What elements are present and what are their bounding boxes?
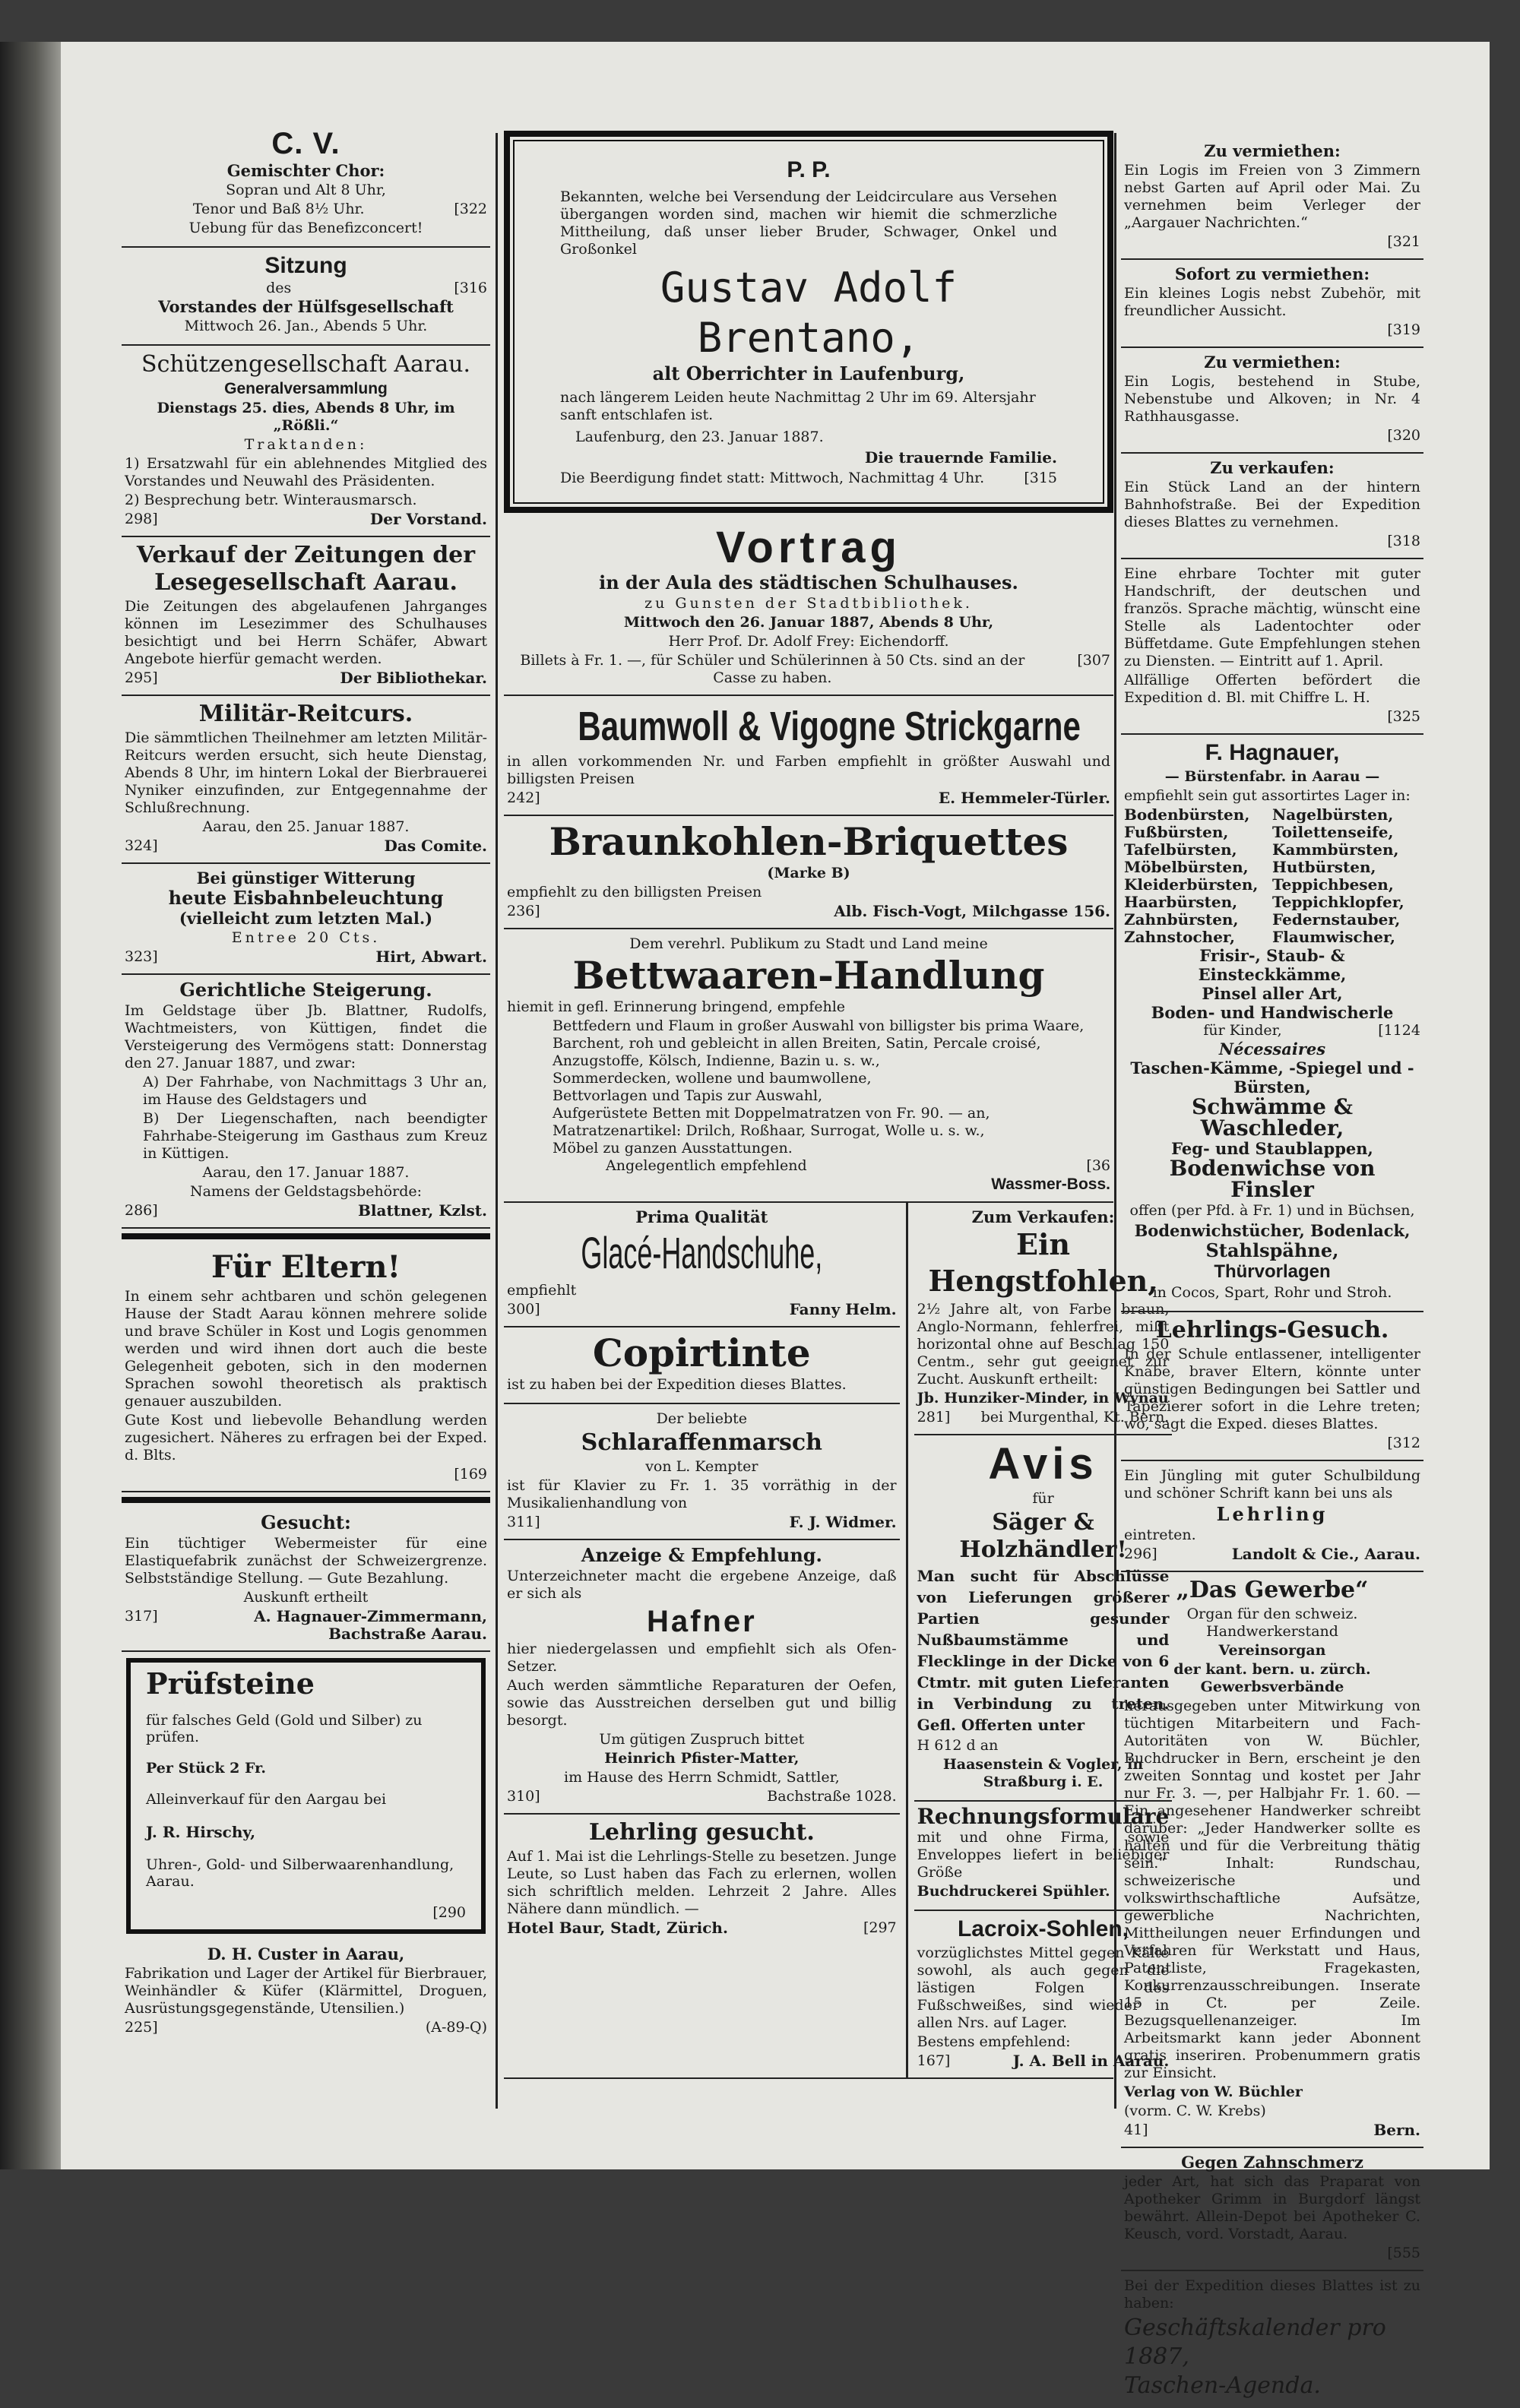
verm1-title: Zu vermiethen: xyxy=(1204,141,1341,160)
rechnung-title: Rechnungsformulare xyxy=(917,1804,1170,1829)
bett-title: Bettwaaren-Handlung xyxy=(572,953,1045,998)
verm3-num: [320 xyxy=(1387,427,1420,444)
hagnauer-l9: Bodenwichse von Finsler xyxy=(1169,1156,1376,1202)
avis-sig: Haasenstein & Vogler, in Straßburg i. E. xyxy=(942,1756,1144,1790)
bett-intro: hiemit in gefl. Erinnerung bringend, empfehle xyxy=(507,998,846,1015)
verkauf-text: Die Zeitungen des abgelaufenen Jahrganges können im Lesezimmer des Schulhauses besichtigt und bei Herrn Schäfer, Abwart Angebote hierfür gemacht werden. xyxy=(125,598,487,667)
hengst-title: Ein Hengstfohlen, xyxy=(928,1227,1158,1298)
vortrag-l4: Billets à Fr. 1. —, für Schüler und Schülerinnen à 50 Cts. sind an der Casse zu haben. xyxy=(520,652,1025,686)
schuetzen-title: Schützengesellschaft Aarau. xyxy=(141,351,470,378)
avis-sub: Säger & Holzhändler! xyxy=(959,1509,1127,1563)
hengst-name: Jb. Hunziker-Minder, in Wynau xyxy=(917,1390,1169,1407)
ad-gesucht xyxy=(122,1508,490,1652)
gesucht-text2: Auskunft ertheilt xyxy=(243,1589,369,1606)
steigerung-text: Im Geldstage über Jb. Blattner, Rudolfs, Wachtmeisters, von Küttigen, findet die Versteigerung des Vermögens statt: Donnerstag den 27. Januar 1887, und zwar: xyxy=(125,1002,487,1071)
hagnauer-l12: Stahlspähne, xyxy=(1205,1239,1339,1261)
zahn-title: Gegen Zahnschmerz xyxy=(1181,2153,1363,2172)
custer-title: D. H. Custer in Aarau, xyxy=(207,1944,405,1963)
bett-item: Bettvorlagen und Tapis zur Auswahl, xyxy=(553,1087,823,1104)
hengst-pre: Zum Verkaufen: xyxy=(971,1207,1115,1226)
sitzung-date: Mittwoch 26. Jan., Abends 5 Uhr. xyxy=(184,318,428,334)
verkauf-sig: Der Bibliothekar. xyxy=(340,669,487,687)
hagnauer-item: Teppichbesen, xyxy=(1272,875,1394,894)
braun-num: 236] xyxy=(507,903,540,919)
vortrag-l1: zu Gunsten der Stadtbibliothek. xyxy=(644,595,973,612)
braun-text: empfiehlt zu den billigsten Preisen xyxy=(507,884,762,900)
gewerbe-num: 41] xyxy=(1124,2122,1148,2138)
todes-text3: Die Beerdigung findet statt: Mittwoch, Nachmittag 4 Uhr. xyxy=(560,470,985,486)
ad-eisbahn xyxy=(122,864,490,975)
bett-item: Möbel zu ganzen Ausstattungen. xyxy=(553,1140,793,1157)
eltern-title: Für Eltern! xyxy=(211,1249,401,1285)
column-rule-1 xyxy=(496,133,498,2109)
todes-text: Bekannten, welche bei Versendung der Leidcirculare aus Versehen übergangen worden sind, machen wir hiemit die schmerzliche Mittheilung, daß unser lieber Bruder, Schwager, Onkel und Großonkel xyxy=(560,188,1057,258)
column-3 xyxy=(1121,137,1423,2408)
militaer-place: Aarau, den 25. Januar 1887. xyxy=(202,818,410,835)
verm1-num: [321 xyxy=(1387,233,1420,250)
hagnauer-item: Kleiderbürsten, xyxy=(1124,875,1259,894)
vortrag-l3: Herr Prof. Dr. Adolf Frey: Eichendorff. xyxy=(668,633,949,650)
bett-item: Matratzenartikel: Drilch, Roßhaar, Surrogat, Wolle u. s. w., xyxy=(553,1122,985,1139)
bett-item: Anzugstoffe, Kölsch, Indienne, Bazin u. s. w., xyxy=(553,1052,880,1069)
braun-title: Braunkohlen-Briquettes xyxy=(549,819,1069,864)
schuetzen-item-1: 1) Ersatzwahl für ein ablehnendes Mitglied des Vorstandes und Neuwahl des Präsidenten. xyxy=(125,455,487,489)
tochter-text2: Allfällige Offerten befördert die Expedition d. Bl. mit Chiffre L. H. xyxy=(1124,672,1420,706)
ad-cv xyxy=(122,122,490,248)
baumwoll-title: Baumwoll & Vigogne Strickgarne xyxy=(578,704,1081,749)
copir-title: Copirtinte xyxy=(592,1331,811,1375)
schuetzen-item-2: 2) Besprechung betr. Winterausmarsch. xyxy=(125,492,417,508)
juengling-text2: eintreten. xyxy=(1124,1527,1196,1543)
militaer-text: Die sämmtlichen Theilnehmer am letzten Militär-Reitcurs werden ersucht, sich heute Dienstag, Abends 8 Uhr, im hintern Lokal der Bierbrauerei Nyniker einzufinden, zur Entgegennahme der Schlußrechnung. xyxy=(125,729,487,816)
hagnauer-num: [1124 xyxy=(1378,1022,1420,1039)
eltern-text2: Gute Kost und liebevolle Behandlung werden zugesichert. Näheres zu erfragen bei der Exped. d. Blts. xyxy=(125,1412,487,1463)
rechnung-text: mit und ohne Firma, sowie Enveloppes liefert in beliebiger Größe xyxy=(917,1829,1170,1881)
ad-lehrling xyxy=(504,1815,900,1944)
lehrgesuch-text: In der Schule entlassener, intelligenter Knabe, braver Eltern, könnte unter günstigen Bedingungen bei Sattler und Tapezierer sofort in die Lehre treten; wo, sagt die Exped. dieses Blattes. xyxy=(1124,1346,1420,1432)
bett-list xyxy=(507,1017,1110,1157)
split-left-1 xyxy=(504,1203,908,2077)
hagnauer-item: Bodenbürsten, xyxy=(1124,805,1250,824)
bett-sig: Wassmer-Boss. xyxy=(991,1176,1110,1193)
schlaraffen-num: 311] xyxy=(507,1514,540,1530)
verm3-title: Zu vermiethen: xyxy=(1204,353,1341,372)
pruef-text: für falsches Geld (Gold und Silber) zu prüfen. xyxy=(146,1712,423,1745)
gewerbe-sub2: Vereinsorgan xyxy=(1218,1642,1326,1659)
bett-end: Angelegentlich empfehlend xyxy=(606,1157,807,1174)
baumwoll-num: 242] xyxy=(507,789,540,806)
hagnauer-l4: für Kinder, xyxy=(1203,1022,1282,1039)
divider-bar-2 xyxy=(122,1497,490,1503)
ad-eltern xyxy=(122,1244,490,1492)
lacroix-text2: Bestens empfehlend: xyxy=(917,2033,1071,2050)
pruef-price: Per Stück 2 Fr. xyxy=(146,1760,267,1777)
vortrag-title: Vortrag xyxy=(716,523,901,572)
todes-num: [315 xyxy=(1024,470,1057,486)
anzeige-text: Unterzeichneter macht die ergebene Anzeige, daß er sich als xyxy=(507,1568,897,1602)
hagnauer-l5: Nécessaires xyxy=(1218,1039,1326,1058)
steigerung-b: B) Der Liegenschaften, nach beendigter Fahrhabe-Steigerung im Gasthaus zum Kreuz in Küttigen. xyxy=(143,1110,487,1162)
custer-code: (A-89-Q) xyxy=(425,2019,487,2036)
schlaraffen-pre: Der beliebte xyxy=(656,1410,748,1427)
bett-item: Sommerdecken, wollene und baumwollene, xyxy=(553,1070,872,1087)
ad-verkauf xyxy=(122,537,490,696)
glace-pre: Prima Qualität xyxy=(635,1207,768,1226)
gesucht-num: 317] xyxy=(125,1608,158,1625)
ad-vermiethen-3 xyxy=(1121,348,1423,454)
eisbahn-title: heute Eisbahnbeleuchtung xyxy=(168,887,444,909)
schlaraffen-by: von L. Kempter xyxy=(645,1458,758,1475)
vortrag-l2: Mittwoch den 26. Januar 1887, Abends 8 Uhr, xyxy=(623,614,994,631)
hagnauer-item: Möbelbürsten, xyxy=(1124,858,1249,876)
hagnauer-item: Federnstauber, xyxy=(1272,910,1401,929)
eisbahn-entree: Entree 20 Cts. xyxy=(231,929,381,946)
ad-tochter xyxy=(1121,559,1423,735)
schuetzen-sig: Der Vorstand. xyxy=(369,510,487,528)
ad-lehrlings-gesuch xyxy=(1121,1312,1423,1461)
hagnauer-l11: Bodenwichstücher, Bodenlack, xyxy=(1134,1221,1411,1240)
hagnauer-l1: Frisir-, Staub- & Einsteckkämme, xyxy=(1198,946,1347,984)
lacroix-num: 167] xyxy=(917,2052,951,2069)
gewerbe-verlag: Verlag von W. Büchler xyxy=(1124,2084,1303,2100)
hagnauer-l8: Feg- und Staublappen, xyxy=(1171,1139,1373,1158)
ad-vermiethen-1 xyxy=(1121,137,1423,260)
lehrling-sig: Hotel Baur, Stadt, Zürich. xyxy=(507,1919,728,1937)
juengling-sig: Landolt & Cie., Aarau. xyxy=(1231,1545,1420,1563)
lehrling-text: Auf 1. Mai ist die Lehrlings-Stelle zu besetzen. Junge Leute, so Lust haben das Fach zu erlernen, wollen sich schriftlich melden. Lehrzeit 2 Jahre. Alles Nähere dann mündlich. — xyxy=(507,1848,897,1917)
pruef-text2: Alleinverkauf für den Aargau bei xyxy=(146,1791,387,1808)
lacroix-title: Lacroix-Sohlen, xyxy=(957,1916,1129,1941)
cv-line-2: Tenor und Baß 8½ Uhr. xyxy=(192,201,365,217)
braun-marke: (Marke B) xyxy=(767,865,850,881)
hagnauer-l13: Thürvorlagen xyxy=(1214,1261,1331,1282)
anzeige-hafner: Hafner xyxy=(646,1605,757,1638)
hagnauer-title: F. Hagnauer, xyxy=(1205,740,1340,765)
pruef-num: [290 xyxy=(432,1904,466,1921)
vortrag-num: [307 xyxy=(1077,652,1110,669)
todes-sig: Die trauernde Familie. xyxy=(864,448,1057,467)
avis-text: Man sucht für Abschlüsse von Lieferungen größerer Partien gesunder Nußbaumstämme und Flecklinge in der Dicke von 6 Ctmtr. mit guten Lieferanten in Verbindung zu treten. Gefl. Offerten unter xyxy=(917,1567,1170,1734)
gesucht-sig: A. Hagnauer-Zimmermann, Bachstraße Aarau. xyxy=(254,1607,487,1643)
ad-copirtinte xyxy=(504,1327,900,1404)
tochter-num: [325 xyxy=(1387,708,1420,725)
hagnauer-item: Teppichklopfer, xyxy=(1272,893,1404,911)
kalender-text: Bei der Expedition dieses Blattes ist zu haben: xyxy=(1124,2277,1420,2311)
ad-verkaufen xyxy=(1121,454,1423,559)
hagnauer-l6: Taschen-Kämme, -Spiegel und -Bürsten, xyxy=(1130,1058,1414,1096)
hengst-text: 2½ Jahre alt, von Farbe braun, Anglo-Normann, fehlerfrei, mißt horizontal ohne auf Beschlag 150 Centm., sehr gut geeignet zur Zucht. Auskunft ertheilt: xyxy=(917,1301,1170,1388)
bett-num: [36 xyxy=(1086,1157,1110,1174)
hagnauer-l3: Boden- und Handwischerle xyxy=(1151,1003,1394,1022)
hagnauer-l7: Schwämme & Waschleder, xyxy=(1192,1094,1353,1141)
hagnauer-item: Zahnbürsten, xyxy=(1124,910,1239,929)
eisbahn-sig: Hirt, Abwart. xyxy=(375,948,487,966)
ad-gewerbe xyxy=(1121,1572,1423,2148)
avis-code: H 612 d an xyxy=(917,1737,999,1754)
ad-baumwoll xyxy=(504,696,1113,816)
juengling-text: Ein Jüngling mit guter Schulbildung und schöner Schrift kann bei uns als xyxy=(1124,1467,1420,1501)
verkauf-title: Verkauf der Zeitungen der Lesegesellschaft Aarau. xyxy=(136,542,476,596)
lehrling-title: Lehrling gesucht. xyxy=(588,1819,815,1846)
avis-title: Avis xyxy=(988,1439,1098,1489)
eltern-num: [169 xyxy=(454,1466,487,1482)
hengst-num: 281] xyxy=(917,1409,951,1425)
ad-militaer xyxy=(122,696,490,864)
hagnauer-l2: Pinsel aller Art, xyxy=(1202,984,1343,1003)
hengst-addr: bei Murgenthal, Kt. Bern. xyxy=(980,1409,1170,1425)
hagnauer-item: Hutbürsten, xyxy=(1272,858,1376,876)
ad-bettwaaren xyxy=(504,929,1113,1203)
rechnung-sig: Buchdruckerei Spühler. xyxy=(917,1883,1110,1900)
anzeige-addr2: Bachstraße 1028. xyxy=(767,1788,897,1805)
eisbahn-num: 323] xyxy=(125,948,158,965)
ad-pruefsteine xyxy=(126,1658,486,1934)
lehrgesuch-num: [312 xyxy=(1387,1435,1420,1451)
ad-glace xyxy=(504,1203,900,1327)
lehrling-num: [297 xyxy=(863,1919,897,1936)
schuetzen-num: 298] xyxy=(125,511,158,527)
eisbahn-sub: (vielleicht zum letzten Mal.) xyxy=(179,909,433,928)
bett-item: Aufgerüstete Betten mit Doppelmatratzen von Fr. 90. — an, xyxy=(553,1105,990,1122)
verm3-text: Ein Logis, bestehend in Stube, Nebenstube und Alkoven; in Nr. 4 Rathhausgasse. xyxy=(1124,373,1420,425)
hagnauer-item: Nagelbürsten, xyxy=(1272,805,1394,824)
anzeige-text3: Auch werden sämmtliche Reparaturen der Oefen, sowie das Ausstreichen derselben gut und billig besorgt. xyxy=(507,1677,897,1729)
kalender-title2: Taschen-Agenda. xyxy=(1124,2372,1321,2399)
zahn-text: jeder Art, hat sich das Praparat von Apotheker Grimm in Burgdorf längst bewährt. Allein-Depot bei Apotheker C. Keusch, vord. Vorstadt, Aarau. xyxy=(1124,2173,1420,2242)
hagnauer-item: Zahnstocher, xyxy=(1124,928,1235,946)
verkauf-num: 295] xyxy=(125,669,158,686)
steigerung-sig: Blattner, Kzlst. xyxy=(357,1201,487,1220)
militaer-sig: Das Comite. xyxy=(384,837,487,855)
steigerung-place: Aarau, den 17. Januar 1887. xyxy=(202,1164,410,1181)
gewerbe-verlag2: (vorm. C. W. Krebs) xyxy=(1124,2103,1266,2119)
militaer-num: 324] xyxy=(125,837,158,854)
glace-text: empfiehlt xyxy=(507,1282,577,1299)
ad-juengling xyxy=(1121,1461,1423,1572)
anzeige-text4: Um gütigen Zuspruch bittet xyxy=(599,1731,805,1748)
book-spine xyxy=(0,42,61,2169)
hagnauer-sub: — Bürstenfabr. in Aarau — xyxy=(1164,768,1380,785)
ad-anzeige xyxy=(504,1540,900,1815)
hagnauer-grid xyxy=(1124,806,1420,946)
schuetzen-when: Dienstags 25. dies, Abends 8 Uhr, im „Rößli.“ xyxy=(157,400,455,434)
custer-num: 225] xyxy=(125,2019,158,2036)
sitzung-title: Sitzung xyxy=(264,253,347,278)
bett-item: Bettfedern und Flaum in großer Auswahl von billigster bis prima Waare, xyxy=(553,1017,1085,1034)
schlaraffen-text: ist für Klavier zu Fr. 1. 35 vorräthig in der Musikalienhandlung von xyxy=(507,1477,897,1511)
verk-title: Zu verkaufen: xyxy=(1210,458,1335,477)
glace-sig: Fanny Helm. xyxy=(789,1300,897,1318)
ad-vermiethen-2 xyxy=(1121,260,1423,348)
steigerung-num: 286] xyxy=(125,1202,158,1219)
vortrag-sub: in der Aula des städtischen Schulhauses. xyxy=(599,571,1018,593)
hagnauer-item: Tafelbürsten, xyxy=(1124,840,1237,859)
cv-title: C. V. xyxy=(271,127,340,160)
hagnauer-item: Fußbürsten, xyxy=(1124,823,1229,841)
sitzung-org: Vorstandes der Hülfsgesellschaft xyxy=(158,297,454,316)
hagnauer-item: Flaumwischer, xyxy=(1272,928,1396,946)
verm2-num: [319 xyxy=(1387,321,1420,338)
lacroix-text: vorzüglichstes Mittel gegen Kälte sowohl, als auch gegen die lästigen Folgen des Fußschweißes, sind wieder in allen Nrs. auf Lager. xyxy=(917,1944,1170,2031)
column-1 xyxy=(122,122,490,2044)
anzeige-addr: im Hause des Herrn Schmidt, Sattler, xyxy=(564,1769,840,1786)
verm2-title: Sofort zu vermiethen: xyxy=(1174,264,1370,283)
anzeige-name: Heinrich Pfister-Matter, xyxy=(604,1750,800,1767)
schuetzen-trakt: Traktanden: xyxy=(244,436,368,453)
hagnauer-l10: offen (per Pfd. à Fr. 1) und in Büchsen, xyxy=(1129,1202,1415,1219)
eltern-text: In einem sehr achtbaren und schön gelegenen Hause der Stadt Aarau können mehrere solide und brave Schüler in Kost und Logis genommen werden und wird ihnen dort auch die beste Gelegenheit geboten, sich in den modernen Sprachen sowohl theoretisch als praktisch genauer auszubilden. xyxy=(125,1288,487,1410)
glace-num: 300] xyxy=(507,1301,540,1318)
braun-sig: Alb. Fisch-Vogt, Milchgasse 156. xyxy=(834,902,1110,920)
todes-title: alt Oberrichter in Laufenburg, xyxy=(652,362,965,384)
todes-pp: P. P. xyxy=(787,157,831,182)
juengling-num: 296] xyxy=(1124,1546,1157,1562)
zahn-num: [555 xyxy=(1387,2245,1420,2261)
lacroix-sig: J. A. Bell in Aarau. xyxy=(1012,2052,1170,2070)
gewerbe-sub: Organ für den schweiz. Handwerkerstand xyxy=(1186,1606,1358,1640)
gewerbe-title: „Das Gewerbe“ xyxy=(1176,1577,1369,1603)
divider-bar xyxy=(122,1233,490,1239)
schlaraffen-title: Schlaraffenmarsch xyxy=(581,1429,822,1456)
ad-vortrag xyxy=(504,519,1113,696)
sitzung-num: [316 xyxy=(454,280,487,296)
glace-title: Glacé-Handschuhe, xyxy=(581,1229,823,1278)
gesucht-title: Gesucht: xyxy=(261,1511,351,1533)
eisbahn-pre: Bei günstiger Witterung xyxy=(196,869,416,888)
verm2-text: Ein kleines Logis nebst Zubehör, mit freundlicher Aussicht. xyxy=(1124,285,1420,319)
baumwoll-text: in allen vorkommenden Nr. und Farben empfiehlt in größter Auswahl und billigsten Preisen xyxy=(507,753,1110,787)
cv-sub: Gemischter Chor: xyxy=(226,161,385,180)
verm1-text: Ein Logis im Freien von 3 Zimmern nebst Garten auf April oder Mai. Zu vernehmen beim Verleger der „Aargauer Nachrichten.“ xyxy=(1124,162,1420,231)
schlaraffen-sig: F. J. Widmer. xyxy=(789,1513,897,1531)
verk-text: Ein Stück Land an der hintern Bahnhofstraße. Bei der Expedition dieses Blattes zu vernehmen. xyxy=(1124,479,1420,530)
ad-braunkohlen xyxy=(504,816,1113,929)
lehrgesuch-title: Lehrlings-Gesuch. xyxy=(1155,1317,1389,1343)
anzeige-title: Anzeige & Empfehlung. xyxy=(581,1544,822,1566)
juengling-title: Lehrling xyxy=(1216,1503,1328,1525)
ad-kalender xyxy=(1121,2271,1423,2408)
gewerbe-sub3: der kant. bern. u. zürch. Gewerbsverbände xyxy=(1173,1661,1371,1695)
gewerbe-text: herausgegeben unter Mitwirkung von tüchtigen Mitarbeitern und Fach-Autoritäten von W. Büchler, Buchdrucker in Bern, erscheint je den zweiten Sonntag und kostet per Jahr nur Fr. 3. —, per Halbjahr Fr. 1. 60. — Ein angesehener Handwerker schreibt darüber: „Jeder Handwerker sollte es halten und für die Verbreitung thätig sein.“ Inhalt: Rundschau, schweizerische und volkswirthschaftliche Aufsätze, gewerbliche Nachrichten, Mittheilungen neuer Erfindungen und Verfahren für Werkstatt und Haus, Patentliste, Fragekasten, Konkurrenzausschreibungen. Inserate 15 Ct. per Zeile. Bezugsquellenanzeiger. Im Arbeitsmarkt kann jeder Abonnent gratis inseriren. Probenummern gratis zur Einsicht. xyxy=(1124,1698,1420,2081)
todes-text2: nach längerem Leiden heute Nachmittag 2 Uhr im 69. Altersjahr sanft entschlafen ist. xyxy=(560,389,1036,423)
pruef-text3: Uhren-, Gold- und Silberwaarenhandlung, Aarau. xyxy=(146,1856,454,1890)
sitzung-des: des xyxy=(266,280,292,296)
hagnauer-item: Kammbürsten, xyxy=(1272,840,1399,859)
steigerung-behoerde: Namens der Geldstagsbehörde: xyxy=(189,1183,423,1200)
steigerung-a: A) Der Fahrhabe, von Nachmittags 3 Uhr an, im Hause des Geldstagers und xyxy=(143,1074,487,1108)
bett-item: Barchent, roh und gebleicht in allen Breiten, Satin, Percale croisé, xyxy=(553,1035,1041,1052)
ad-sitzung xyxy=(122,248,490,346)
gesucht-text: Ein tüchtiger Webermeister für eine Elastiquefabrik zunächst der Schweizergrenze. Selbstständige Stellung. — Gute Bezahlung. xyxy=(125,1535,487,1587)
cv-line-3: Uebung für das Benefizconcert! xyxy=(188,220,423,236)
copir-text: ist zu haben bei der Expedition dieses Blattes. xyxy=(507,1376,847,1393)
schuetzen-gv: Generalversammlung xyxy=(224,380,388,397)
steigerung-title: Gerichtliche Steigerung. xyxy=(179,979,432,1001)
ad-custer xyxy=(122,1940,490,2044)
baumwoll-sig: E. Hemmeler-Türler. xyxy=(938,789,1110,807)
avis-fuer: für xyxy=(1032,1490,1054,1507)
anzeige-text2: hier niedergelassen und empfiehlt sich als Ofen-Setzer. xyxy=(507,1641,897,1675)
tochter-text: Eine ehrbare Tochter mit guter Handschrift, der deutschen und französ. Sprache mächtig, wünscht eine Stelle als Ladentochter oder Büffetdame. Gute Empfehlungen stehen zu Diensten. — Eintritt auf 1. April. xyxy=(1124,565,1420,669)
hagnauer-item: Haarbürsten, xyxy=(1124,893,1238,911)
militaer-title: Militär-Reitcurs. xyxy=(198,701,413,727)
bett-pre: Dem verehrl. Publikum zu Stadt und Land meine xyxy=(629,935,988,952)
ad-schuetzen xyxy=(122,346,490,537)
todes-name: Gustav Adolf Brentano, xyxy=(660,264,958,362)
ad-todesanzeige xyxy=(504,131,1113,513)
ad-hagnauer xyxy=(1121,735,1423,1312)
ad-zahnschmerz xyxy=(1121,2148,1423,2271)
pruef-name: J. R. Hirschy, xyxy=(146,1823,256,1841)
hagnauer-l14: in Cocos, Spart, Rohr und Stroh. xyxy=(1152,1284,1392,1301)
pruef-title: Prüfsteine xyxy=(146,1666,315,1701)
ad-schlaraffen xyxy=(504,1404,900,1540)
hagnauer-item: Toilettenseife, xyxy=(1272,823,1394,841)
hagnauer-text: empfiehlt sein gut assortirtes Lager in: xyxy=(1124,787,1411,804)
ad-steigerung xyxy=(122,975,490,1229)
verk-num: [318 xyxy=(1387,533,1420,549)
cv-line-1: Sopran und Alt 8 Uhr, xyxy=(226,182,386,198)
gewerbe-city: Bern. xyxy=(1373,2121,1420,2139)
todes-place: Laufenburg, den 23. Januar 1887. xyxy=(575,429,824,445)
cv-num: [322 xyxy=(454,201,487,217)
anzeige-num: 310] xyxy=(507,1788,540,1805)
custer-text: Fabrikation und Lager der Artikel für Bierbrauer, Weinhändler & Küfer (Klärmittel, Droguen, Ausrüstungsgegenstände, Utensilien.) xyxy=(125,1965,487,2017)
kalender-title: Geschäftskalender pro 1887, xyxy=(1124,2315,1386,2370)
